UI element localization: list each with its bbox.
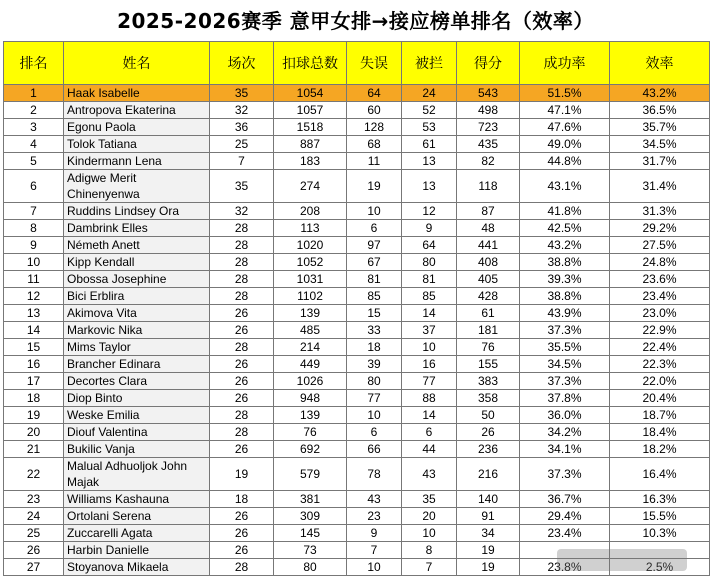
cell-efficiency: 16.4%: [610, 458, 710, 491]
cell-errors: 15: [347, 305, 402, 322]
cell-efficiency: 23.0%: [610, 305, 710, 322]
cell-blocked: 64: [402, 237, 457, 254]
cell-attacks: 274: [274, 170, 347, 203]
cell-attacks: 113: [274, 220, 347, 237]
cell-matches: 26: [210, 322, 274, 339]
cell-name: Bici Erblira: [64, 288, 210, 305]
cell-success-rate: 37.3%: [520, 373, 610, 390]
cell-matches: 32: [210, 203, 274, 220]
cell-efficiency: 22.0%: [610, 373, 710, 390]
table-row: [4, 85, 710, 102]
table-row: [4, 373, 710, 390]
cell-matches: 26: [210, 390, 274, 407]
cell-attacks: 214: [274, 339, 347, 356]
cell-rank: 3: [4, 119, 64, 136]
cell-points: 155: [457, 356, 520, 373]
cell-name: Dambrink Elles: [64, 220, 210, 237]
cell-points: 87: [457, 203, 520, 220]
cell-rank: 9: [4, 237, 64, 254]
cell-name: Harbin Danielle: [64, 542, 210, 559]
cell-matches: 26: [210, 373, 274, 390]
cell-blocked: 43: [402, 458, 457, 491]
cell-blocked: 77: [402, 373, 457, 390]
table-row: [4, 203, 710, 220]
cell-rank: 11: [4, 271, 64, 288]
cell-points: 236: [457, 441, 520, 458]
cell-points: 61: [457, 305, 520, 322]
cell-name: Decortes Clara: [64, 373, 210, 390]
cell-name: Kindermann Lena: [64, 153, 210, 170]
cell-blocked: 44: [402, 441, 457, 458]
cell-success-rate: 35.5%: [520, 339, 610, 356]
cell-rank: 12: [4, 288, 64, 305]
header-success-rate: 成功率: [520, 42, 610, 85]
cell-efficiency: 16.3%: [610, 491, 710, 508]
cell-rank: 4: [4, 136, 64, 153]
cell-errors: 85: [347, 288, 402, 305]
cell-name: Williams Kashauna: [64, 491, 210, 508]
table-row: [4, 136, 710, 153]
cell-errors: 39: [347, 356, 402, 373]
cell-matches: 26: [210, 508, 274, 525]
cell-rank: 24: [4, 508, 64, 525]
cell-rank: 22: [4, 458, 64, 491]
cell-efficiency: 18.4%: [610, 424, 710, 441]
cell-attacks: 485: [274, 322, 347, 339]
cell-rank: 23: [4, 491, 64, 508]
header-rank: 排名: [4, 42, 64, 85]
cell-errors: 67: [347, 254, 402, 271]
cell-attacks: 145: [274, 525, 347, 542]
header-points: 得分: [457, 42, 520, 85]
cell-blocked: 80: [402, 254, 457, 271]
cell-success-rate: 38.8%: [520, 288, 610, 305]
cell-rank: 8: [4, 220, 64, 237]
cell-name: Obossa Josephine: [64, 271, 210, 288]
cell-points: 383: [457, 373, 520, 390]
cell-matches: 35: [210, 85, 274, 102]
cell-success-rate: 23.8%: [520, 559, 610, 576]
table-row: [4, 424, 710, 441]
table-row: [4, 458, 710, 491]
cell-rank: 21: [4, 441, 64, 458]
cell-points: 405: [457, 271, 520, 288]
cell-efficiency: 22.3%: [610, 356, 710, 373]
cell-name: Mims Taylor: [64, 339, 210, 356]
cell-blocked: 53: [402, 119, 457, 136]
cell-name: Németh Anett: [64, 237, 210, 254]
cell-efficiency: 31.7%: [610, 153, 710, 170]
cell-name: Egonu Paola: [64, 119, 210, 136]
cell-points: 26: [457, 424, 520, 441]
cell-rank: 2: [4, 102, 64, 119]
cell-attacks: 73: [274, 542, 347, 559]
cell-rank: 25: [4, 525, 64, 542]
cell-blocked: 81: [402, 271, 457, 288]
cell-blocked: 20: [402, 508, 457, 525]
cell-attacks: 139: [274, 305, 347, 322]
cell-name: Haak Isabelle: [64, 85, 210, 102]
cell-name: Diop Binto: [64, 390, 210, 407]
cell-errors: 9: [347, 525, 402, 542]
cell-points: 181: [457, 322, 520, 339]
cell-name: Tolok Tatiana: [64, 136, 210, 153]
cell-errors: 6: [347, 424, 402, 441]
cell-matches: 18: [210, 491, 274, 508]
cell-matches: 26: [210, 305, 274, 322]
cell-points: 19: [457, 559, 520, 576]
cell-blocked: 8: [402, 542, 457, 559]
table-row: [4, 237, 710, 254]
cell-matches: 19: [210, 458, 274, 491]
cell-success-rate: 36.7%: [520, 491, 610, 508]
table-row: [4, 339, 710, 356]
table-row: [4, 491, 710, 508]
cell-blocked: 24: [402, 85, 457, 102]
cell-points: 441: [457, 237, 520, 254]
cell-success-rate: 47.6%: [520, 119, 610, 136]
table-row: [4, 305, 710, 322]
cell-efficiency: 23.6%: [610, 271, 710, 288]
cell-points: 19: [457, 542, 520, 559]
cell-attacks: 183: [274, 153, 347, 170]
header-row: [4, 42, 710, 85]
cell-attacks: 1518: [274, 119, 347, 136]
cell-rank: 13: [4, 305, 64, 322]
cell-points: 723: [457, 119, 520, 136]
cell-attacks: 1054: [274, 85, 347, 102]
cell-rank: 18: [4, 390, 64, 407]
table-row: [4, 390, 710, 407]
cell-attacks: 692: [274, 441, 347, 458]
cell-matches: 26: [210, 542, 274, 559]
cell-errors: 18: [347, 339, 402, 356]
cell-blocked: 10: [402, 339, 457, 356]
cell-points: 140: [457, 491, 520, 508]
cell-success-rate: 43.9%: [520, 305, 610, 322]
header-attacks: 扣球总数: [274, 42, 347, 85]
cell-errors: 60: [347, 102, 402, 119]
cell-efficiency: 31.4%: [610, 170, 710, 203]
cell-matches: 35: [210, 170, 274, 203]
cell-errors: 64: [347, 85, 402, 102]
cell-attacks: 139: [274, 407, 347, 424]
cell-errors: 33: [347, 322, 402, 339]
cell-points: 408: [457, 254, 520, 271]
cell-errors: 78: [347, 458, 402, 491]
cell-errors: 23: [347, 508, 402, 525]
cell-matches: 28: [210, 424, 274, 441]
cell-efficiency: 27.5%: [610, 237, 710, 254]
cell-points: 91: [457, 508, 520, 525]
cell-attacks: 1026: [274, 373, 347, 390]
header-errors: 失误: [347, 42, 402, 85]
cell-efficiency: 22.4%: [610, 339, 710, 356]
cell-efficiency: 15.5%: [610, 508, 710, 525]
table-row: [4, 119, 710, 136]
cell-rank: 26: [4, 542, 64, 559]
cell-matches: 28: [210, 288, 274, 305]
cell-success-rate: 43.2%: [520, 237, 610, 254]
cell-success-rate: 37.8%: [520, 390, 610, 407]
cell-efficiency: 2.5%: [610, 559, 710, 576]
cell-name: Malual Adhuoljok John Majak: [64, 458, 210, 491]
cell-attacks: 309: [274, 508, 347, 525]
cell-efficiency: 24.8%: [610, 254, 710, 271]
cell-matches: 25: [210, 136, 274, 153]
cell-rank: 27: [4, 559, 64, 576]
cell-efficiency: 18.7%: [610, 407, 710, 424]
cell-blocked: 37: [402, 322, 457, 339]
cell-errors: 10: [347, 559, 402, 576]
cell-name: Akimova Vita: [64, 305, 210, 322]
table-row: [4, 153, 710, 170]
cell-name: Adigwe Merit Chinenyenwa: [64, 170, 210, 203]
cell-errors: 19: [347, 170, 402, 203]
cell-success-rate: 23.4%: [520, 525, 610, 542]
cell-success-rate: 29.4%: [520, 508, 610, 525]
cell-efficiency: 18.2%: [610, 441, 710, 458]
table-row: [4, 356, 710, 373]
cell-success-rate: 49.0%: [520, 136, 610, 153]
cell-name: Ortolani Serena: [64, 508, 210, 525]
cell-errors: 10: [347, 203, 402, 220]
table-row: [4, 288, 710, 305]
cell-attacks: 579: [274, 458, 347, 491]
cell-success-rate: 36.0%: [520, 407, 610, 424]
cell-rank: 15: [4, 339, 64, 356]
cell-points: 50: [457, 407, 520, 424]
cell-success-rate: 39.3%: [520, 271, 610, 288]
cell-success-rate: 47.1%: [520, 102, 610, 119]
cell-errors: 97: [347, 237, 402, 254]
cell-blocked: 6: [402, 424, 457, 441]
cell-blocked: 16: [402, 356, 457, 373]
cell-rank: 7: [4, 203, 64, 220]
cell-rank: 16: [4, 356, 64, 373]
cell-rank: 17: [4, 373, 64, 390]
table-row: [4, 271, 710, 288]
header-name: 姓名: [64, 42, 210, 85]
cell-points: 76: [457, 339, 520, 356]
cell-success-rate: 34.1%: [520, 441, 610, 458]
cell-attacks: 208: [274, 203, 347, 220]
cell-errors: 68: [347, 136, 402, 153]
cell-blocked: 12: [402, 203, 457, 220]
cell-matches: 36: [210, 119, 274, 136]
cell-efficiency: 43.2%: [610, 85, 710, 102]
cell-attacks: 80: [274, 559, 347, 576]
cell-attacks: 1031: [274, 271, 347, 288]
cell-efficiency: 31.3%: [610, 203, 710, 220]
cell-blocked: 9: [402, 220, 457, 237]
table-row: [4, 508, 710, 525]
cell-blocked: 13: [402, 170, 457, 203]
cell-rank: 14: [4, 322, 64, 339]
table-row: [4, 441, 710, 458]
cell-matches: 28: [210, 271, 274, 288]
cell-attacks: 887: [274, 136, 347, 153]
cell-errors: 66: [347, 441, 402, 458]
cell-points: 118: [457, 170, 520, 203]
cell-points: 428: [457, 288, 520, 305]
cell-success-rate: 44.8%: [520, 153, 610, 170]
cell-matches: 28: [210, 407, 274, 424]
cell-rank: 19: [4, 407, 64, 424]
cell-attacks: 1052: [274, 254, 347, 271]
cell-name: Brancher Edinara: [64, 356, 210, 373]
cell-errors: 6: [347, 220, 402, 237]
cell-success-rate: 38.8%: [520, 254, 610, 271]
cell-blocked: 7: [402, 559, 457, 576]
cell-success-rate: 41.8%: [520, 203, 610, 220]
header-efficiency: 效率: [610, 42, 710, 85]
cell-matches: 7: [210, 153, 274, 170]
cell-matches: 26: [210, 441, 274, 458]
cell-blocked: 61: [402, 136, 457, 153]
cell-attacks: 381: [274, 491, 347, 508]
cell-success-rate: 37.3%: [520, 458, 610, 491]
table-row: [4, 220, 710, 237]
cell-name: Stoyanova Mikaela: [64, 559, 210, 576]
cell-blocked: 88: [402, 390, 457, 407]
cell-attacks: 449: [274, 356, 347, 373]
cell-errors: 77: [347, 390, 402, 407]
cell-errors: 81: [347, 271, 402, 288]
cell-attacks: 76: [274, 424, 347, 441]
cell-efficiency: 36.5%: [610, 102, 710, 119]
header-blocked: 被拦: [402, 42, 457, 85]
cell-efficiency: 29.2%: [610, 220, 710, 237]
cell-errors: 43: [347, 491, 402, 508]
header-matches: 场次: [210, 42, 274, 85]
cell-errors: 7: [347, 542, 402, 559]
cell-matches: 32: [210, 102, 274, 119]
cell-success-rate: 34.5%: [520, 356, 610, 373]
cell-points: 34: [457, 525, 520, 542]
cell-name: Weske Emilia: [64, 407, 210, 424]
cell-name: Kipp Kendall: [64, 254, 210, 271]
ranking-table: [3, 41, 710, 576]
cell-points: 543: [457, 85, 520, 102]
cell-rank: 20: [4, 424, 64, 441]
cell-points: 82: [457, 153, 520, 170]
cell-points: 358: [457, 390, 520, 407]
table-row: [4, 254, 710, 271]
cell-attacks: 948: [274, 390, 347, 407]
table-row: [4, 407, 710, 424]
watermark-overlay: [557, 549, 687, 571]
cell-name: Ruddins Lindsey Ora: [64, 203, 210, 220]
page-title: 2025-2026赛季 意甲女排→接应榜单排名（效率）: [117, 9, 594, 33]
cell-efficiency: 35.7%: [610, 119, 710, 136]
cell-matches: 28: [210, 220, 274, 237]
cell-name: Zuccarelli Agata: [64, 525, 210, 542]
cell-points: 498: [457, 102, 520, 119]
table-row: [4, 170, 710, 203]
cell-errors: 80: [347, 373, 402, 390]
cell-blocked: 10: [402, 525, 457, 542]
cell-blocked: 14: [402, 407, 457, 424]
cell-efficiency: 10.3%: [610, 525, 710, 542]
cell-efficiency: 20.4%: [610, 390, 710, 407]
cell-efficiency: 22.9%: [610, 322, 710, 339]
cell-matches: 28: [210, 339, 274, 356]
table-row: [4, 102, 710, 119]
cell-rank: 5: [4, 153, 64, 170]
cell-attacks: 1020: [274, 237, 347, 254]
cell-success-rate: 51.5%: [520, 85, 610, 102]
cell-attacks: 1057: [274, 102, 347, 119]
table-row: [4, 322, 710, 339]
cell-success-rate: 42.5%: [520, 220, 610, 237]
cell-matches: 28: [210, 559, 274, 576]
table-row: [4, 525, 710, 542]
cell-blocked: 52: [402, 102, 457, 119]
cell-success-rate: 37.3%: [520, 322, 610, 339]
cell-matches: 26: [210, 356, 274, 373]
cell-name: Diouf Valentina: [64, 424, 210, 441]
cell-name: Markovic Nika: [64, 322, 210, 339]
cell-points: 216: [457, 458, 520, 491]
cell-blocked: 14: [402, 305, 457, 322]
cell-errors: 10: [347, 407, 402, 424]
cell-attacks: 1102: [274, 288, 347, 305]
cell-points: 48: [457, 220, 520, 237]
cell-blocked: 13: [402, 153, 457, 170]
cell-errors: 128: [347, 119, 402, 136]
cell-points: 435: [457, 136, 520, 153]
cell-success-rate: 43.1%: [520, 170, 610, 203]
cell-rank: 6: [4, 170, 64, 203]
cell-success-rate: 34.2%: [520, 424, 610, 441]
cell-matches: 26: [210, 525, 274, 542]
cell-rank: 1: [4, 85, 64, 102]
cell-matches: 28: [210, 254, 274, 271]
cell-rank: 10: [4, 254, 64, 271]
cell-errors: 11: [347, 153, 402, 170]
cell-blocked: 85: [402, 288, 457, 305]
cell-efficiency: 34.5%: [610, 136, 710, 153]
cell-name: Antropova Ekaterina: [64, 102, 210, 119]
cell-efficiency: 23.4%: [610, 288, 710, 305]
cell-blocked: 35: [402, 491, 457, 508]
cell-matches: 28: [210, 237, 274, 254]
cell-name: Bukilic Vanja: [64, 441, 210, 458]
